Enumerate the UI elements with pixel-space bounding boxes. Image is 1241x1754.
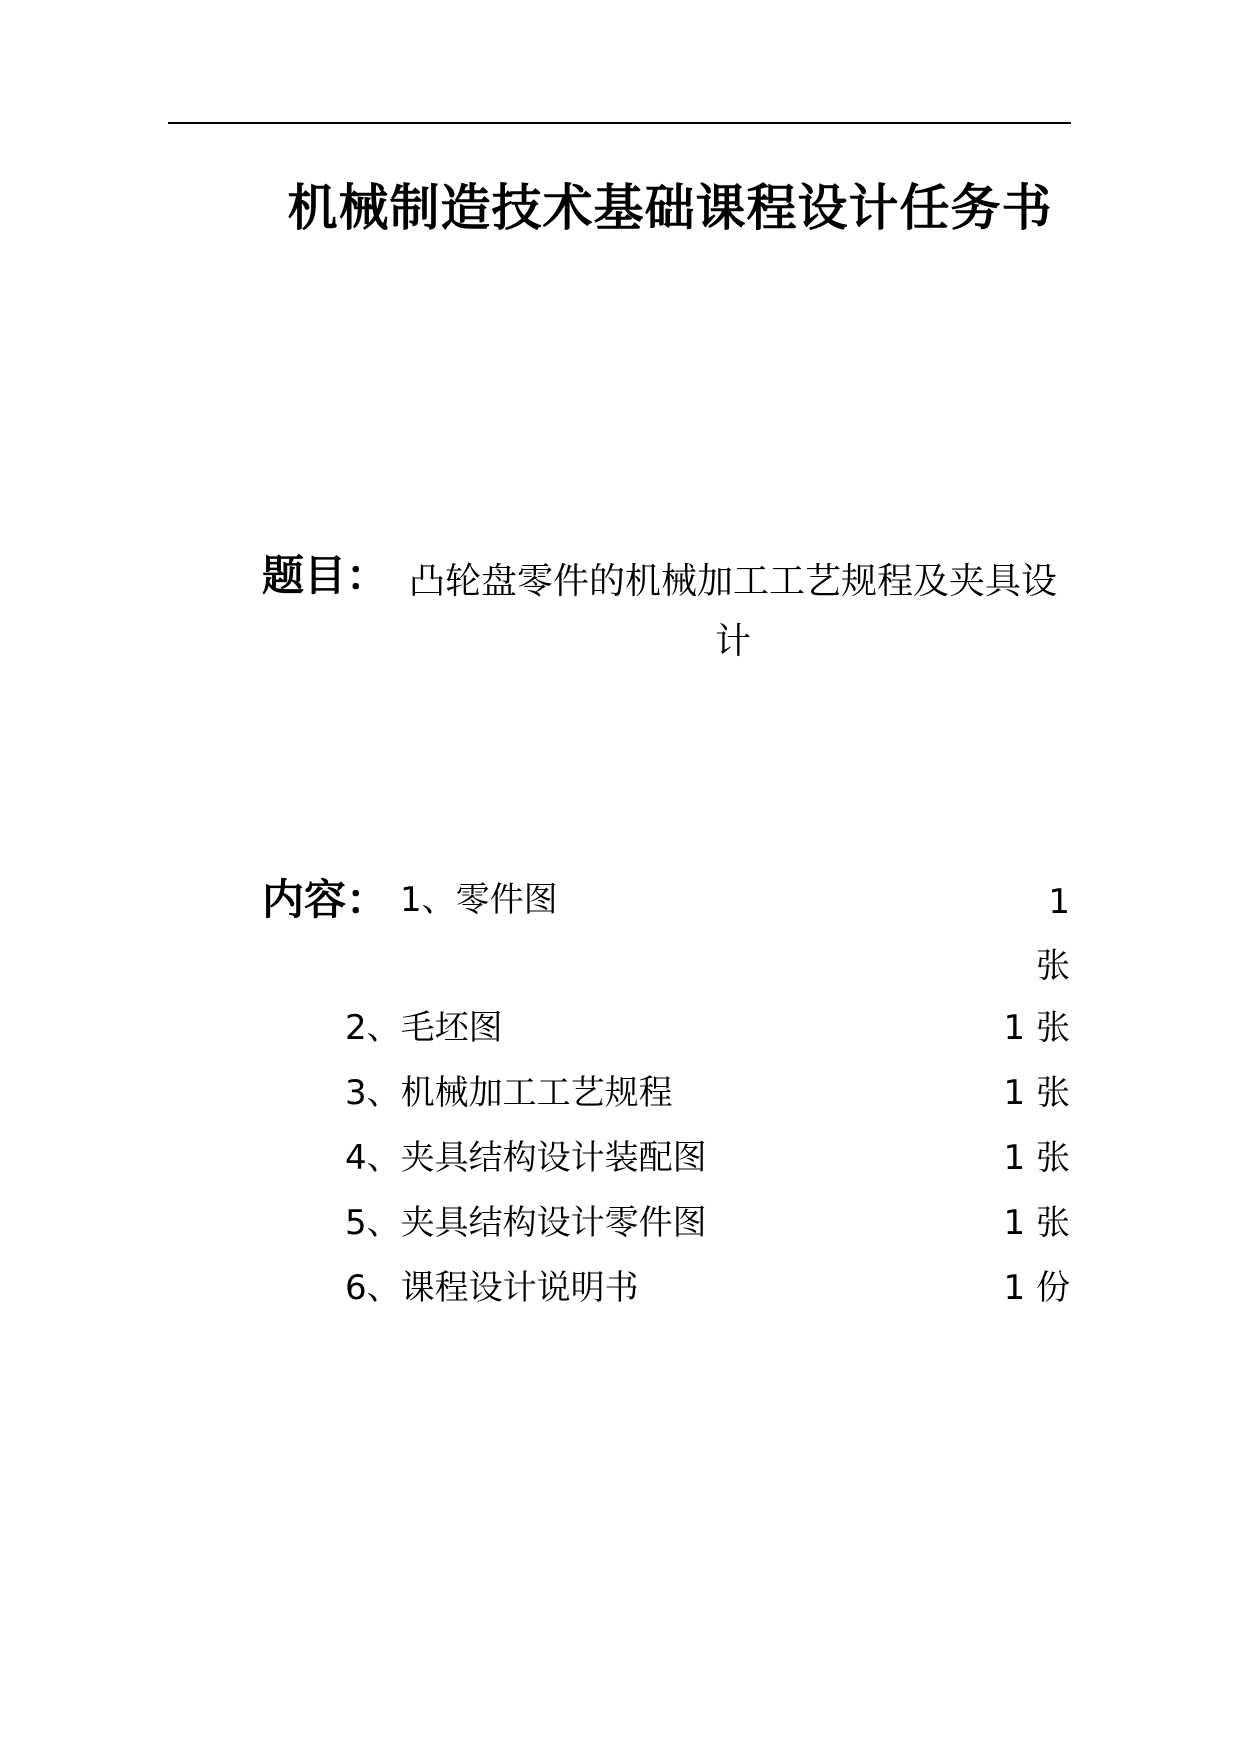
item-name: 5、夹具结构设计零件图 xyxy=(345,1203,707,1243)
document-title: 机械制造技术基础课程设计任务书 xyxy=(287,179,1053,237)
contents-item-fixture-assembly xyxy=(345,1128,1070,1188)
item-quantity: 1 张 xyxy=(1003,1073,1070,1113)
contents-item-design-report xyxy=(345,1258,1070,1318)
item-name: 3、机械加工工艺规程 xyxy=(345,1073,673,1113)
item-name: 4、夹具结构设计装配图 xyxy=(345,1138,707,1178)
item-quantity: 1 张 xyxy=(1003,1203,1070,1243)
contents-item-fixture-parts xyxy=(345,1193,1070,1253)
item-name: 1、零件图 xyxy=(400,880,558,920)
item-quantity: 1 张 xyxy=(1036,882,1070,986)
item-name: 2、毛坯图 xyxy=(345,1008,503,1048)
contents-item-process-plan xyxy=(345,1063,1070,1123)
header-rule xyxy=(168,122,1071,124)
item-quantity: 1 张 xyxy=(1003,1138,1070,1178)
item-name: 6、课程设计说明书 xyxy=(345,1268,639,1308)
topic-label: 题目： xyxy=(262,551,389,600)
item-quantity: 1 份 xyxy=(1003,1268,1070,1308)
contents-label: 内容： xyxy=(262,875,389,924)
contents-item-blank-drawing xyxy=(345,998,1070,1058)
topic-text: 凸轮盘零件的机械加工工艺规程及夹具设计 xyxy=(408,561,1057,662)
contents-item-part-drawing xyxy=(400,870,1070,986)
item-quantity: 1 张 xyxy=(1003,1008,1070,1048)
